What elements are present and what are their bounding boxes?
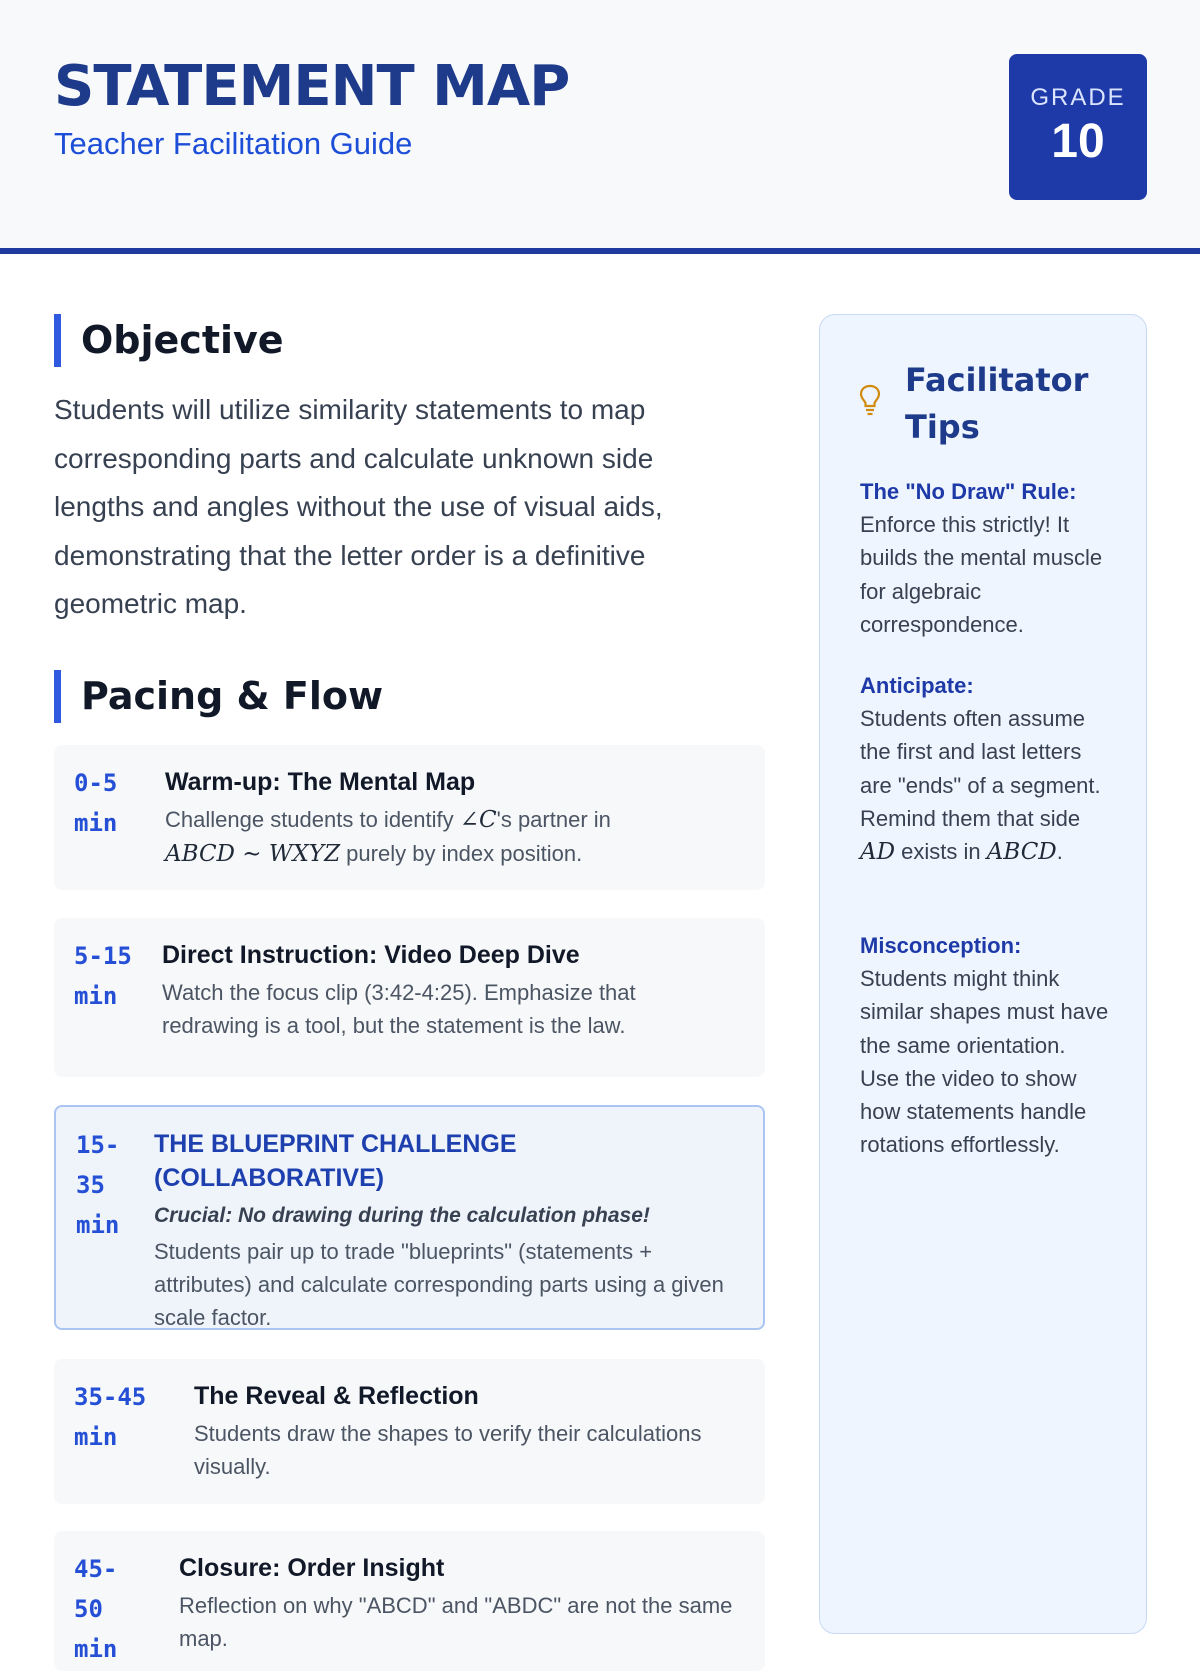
- pacing-desc: Students draw the shapes to verify their calculations visually.: [194, 1421, 702, 1479]
- math-expression: ∠C: [459, 807, 497, 833]
- tips-title: [905, 357, 1088, 451]
- tip-text-part: exists in: [895, 839, 987, 865]
- math-expression: AD: [860, 839, 896, 866]
- tip-text: [860, 702, 1110, 869]
- grade-badge: [1009, 54, 1147, 200]
- pacing-desc: [165, 803, 735, 871]
- pacing-note: Crucial: No drawing during the calculation phase!: [154, 1204, 650, 1227]
- pacing-heading: Pacing & Flow: [54, 670, 383, 723]
- tip-no-draw: [860, 475, 1110, 641]
- tip-text-part: .: [1056, 839, 1063, 865]
- pacing-item-instruction: [54, 918, 765, 1077]
- pacing-desc: Students pair up to trade "blueprints" (statements + attributes) and calculate corresponding parts using a given scale factor.: [154, 1239, 724, 1330]
- desc-part: 's partner in: [496, 807, 611, 832]
- pacing-title: Direct Instruction: Video Deep Dive: [162, 941, 580, 969]
- pacing-title: Warm-up: The Mental Map: [165, 768, 476, 796]
- objective-heading: Objective: [54, 314, 284, 367]
- desc-part: Challenge students to identify: [165, 807, 460, 832]
- pacing-item-closure: [54, 1531, 765, 1671]
- tip-label: Misconception:: [860, 933, 1022, 958]
- pacing-body: [154, 1127, 744, 1334]
- page-header: [0, 0, 1200, 254]
- lightbulb-icon: [858, 383, 882, 419]
- pacing-body: [165, 765, 735, 871]
- pacing-time: 35-45 min: [74, 1383, 147, 1451]
- pacing-item-reveal: [54, 1359, 765, 1504]
- tip-text-part: Students often assume the first and last letters are "ends" of a segment. Remind them that side: [860, 706, 1101, 831]
- pacing-body: [194, 1379, 744, 1483]
- grade-value: 10: [1051, 115, 1105, 168]
- pacing-desc: Reflection on why "ABCD" and "ABDC" are not the same map.: [179, 1593, 733, 1651]
- pacing-item-warmup: [54, 745, 765, 890]
- pacing-time: 45-50 min: [74, 1555, 118, 1663]
- page-title: STATEMENT MAP: [54, 54, 570, 119]
- math-expression: ABCD ∼ WXYZ: [165, 841, 341, 867]
- pacing-title: THE BLUEPRINT CHALLENGE (COLLABORATIVE): [154, 1130, 517, 1192]
- pacing-title: Closure: Order Insight: [179, 1554, 445, 1582]
- desc-part: purely by index position.: [340, 841, 583, 866]
- pacing-desc: Watch the focus clip (3:42-4:25). Emphasize that redrawing is a tool, but the statement is the law.: [162, 980, 636, 1038]
- tip-text: Students might think similar shapes must have the same orientation. Use the video to show how statements handle rotations effortlessly.: [860, 966, 1109, 1158]
- tips-title-line: Facilitator: [905, 361, 1089, 399]
- pacing-item-blueprint: [54, 1105, 765, 1330]
- pacing-title: The Reveal & Reflection: [194, 1382, 479, 1410]
- page-subtitle: Teacher Facilitation Guide: [54, 126, 413, 161]
- pacing-body: [179, 1551, 739, 1655]
- math-expression: ABCD: [986, 839, 1057, 866]
- tip-misconception: [860, 929, 1110, 1162]
- tip-anticipate: [860, 669, 1110, 869]
- pacing-body: [162, 938, 732, 1042]
- tips-title-line: Tips: [905, 408, 980, 446]
- tip-label: Anticipate:: [860, 673, 974, 698]
- pacing-time: 15-35 min: [76, 1131, 120, 1239]
- grade-label: GRADE: [1030, 84, 1126, 111]
- facilitator-tips-panel: [819, 314, 1147, 1634]
- tip-text: Enforce this strictly! It builds the mental muscle for algebraic correspondence.: [860, 512, 1103, 637]
- objective-text: Students will utilize similarity statements to map corresponding parts and calculate unknown side lengths and angles without the use of visual aids, demonstrating that the letter order is a definitive geometric map.: [54, 394, 663, 619]
- pacing-time: 5-15 min: [74, 942, 132, 1010]
- tip-label: The "No Draw" Rule:: [860, 479, 1077, 504]
- pacing-time: 0-5 min: [74, 769, 118, 837]
